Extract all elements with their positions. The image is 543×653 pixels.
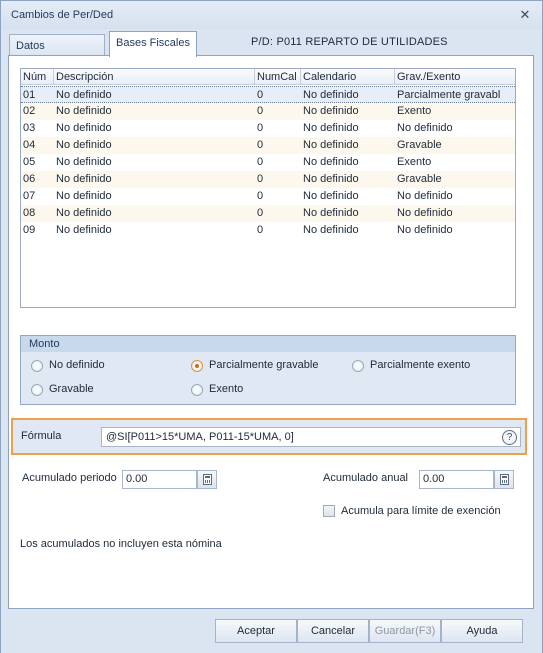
acumulado-anual-input[interactable]: 0.00: [419, 470, 494, 489]
table-row[interactable]: [21, 154, 515, 171]
monto-title: Monto: [21, 336, 515, 352]
radio-label: No definido: [49, 359, 105, 371]
table-cell-numcal: 0: [257, 139, 264, 151]
table-cell-num: 07: [23, 190, 36, 202]
column-header-descripcion[interactable]: Descripción: [54, 69, 255, 85]
acumulado-anual-label: Acumulado anual: [323, 472, 409, 484]
table-row[interactable]: [21, 103, 515, 120]
table-cell-cal: No definido: [303, 173, 359, 185]
radio-circle: [191, 384, 203, 396]
table-cell-desc: No definido: [56, 122, 112, 134]
column-header-num[interactable]: Núm: [21, 69, 54, 85]
monto-group: [20, 335, 516, 405]
perded-header: P/D: P011 REPARTO DE UTILIDADES: [251, 36, 448, 48]
table-cell-num: 08: [23, 207, 36, 219]
table-cell-grav: Gravable: [397, 139, 442, 151]
button-bar: [1, 611, 542, 653]
table-cell-cal: No definido: [303, 122, 359, 134]
cancelar-button[interactable]: Cancelar: [297, 619, 369, 643]
table-cell-num: 02: [23, 105, 36, 117]
table-cell-num: 01: [23, 89, 36, 101]
guardar-button[interactable]: Guardar(F3): [369, 619, 441, 643]
grid-header: [21, 69, 515, 85]
calculator-icon: [203, 474, 212, 485]
formula-input[interactable]: [101, 427, 521, 447]
table-cell-num: 05: [23, 156, 36, 168]
radio-label: Parcialmente gravable: [209, 359, 319, 371]
radio-circle: [31, 384, 43, 396]
acumulados-note: Los acumulados no incluyen esta nómina: [20, 538, 222, 550]
table-cell-numcal: 0: [257, 89, 264, 101]
ayuda-button[interactable]: Ayuda: [441, 619, 523, 643]
table-row[interactable]: [21, 171, 515, 188]
radio-circle-checked: [191, 360, 203, 372]
radio-circle: [352, 360, 364, 372]
table-cell-grav: Parcialmente gravabl: [397, 89, 501, 101]
table-row[interactable]: [21, 222, 515, 239]
calculator-button-anual[interactable]: [494, 470, 514, 489]
table-cell-cal: No definido: [303, 105, 359, 117]
title-bar: [1, 1, 542, 29]
help-icon[interactable]: ?: [502, 430, 517, 445]
radio-label: Exento: [209, 383, 244, 395]
calculator-icon: [500, 474, 509, 485]
table-cell-numcal: 0: [257, 156, 264, 168]
acumulado-periodo-input[interactable]: 0.00: [122, 470, 197, 489]
table-row[interactable]: [21, 120, 515, 137]
table-cell-cal: No definido: [303, 139, 359, 151]
table-cell-cal: No definido: [303, 224, 359, 236]
table-cell-numcal: 0: [257, 224, 264, 236]
table-cell-num: 04: [23, 139, 36, 151]
bases-grid[interactable]: [20, 68, 516, 308]
table-cell-desc: No definido: [56, 207, 112, 219]
table-cell-cal: No definido: [303, 190, 359, 202]
table-cell-numcal: 0: [257, 105, 264, 117]
tab-bases-fiscales[interactable]: Bases Fiscales: [109, 31, 197, 57]
table-cell-num: 06: [23, 173, 36, 185]
radio-label: Gravable: [49, 383, 94, 395]
table-cell-grav: No definido: [397, 190, 453, 202]
table-cell-cal: No definido: [303, 89, 359, 101]
acumula-limite-label: Acumula para límite de exención: [341, 505, 501, 517]
calculator-button-periodo[interactable]: [197, 470, 217, 489]
table-cell-desc: No definido: [56, 173, 112, 185]
column-header-numcal[interactable]: NumCal: [255, 69, 301, 85]
formula-label: Fórmula: [21, 430, 62, 442]
table-cell-num: 03: [23, 122, 36, 134]
table-cell-desc: No definido: [56, 190, 112, 202]
table-cell-desc: No definido: [56, 156, 112, 168]
table-cell-numcal: 0: [257, 207, 264, 219]
table-cell-desc: No definido: [56, 105, 112, 117]
formula-value: @SI[P011>15*UMA, P011-15*UMA, 0]: [106, 431, 294, 443]
table-cell-grav: No definido: [397, 207, 453, 219]
radio-circle: [31, 360, 43, 372]
window-title: Cambios de Per/Ded: [11, 9, 114, 21]
acumula-limite-checkbox[interactable]: [323, 505, 335, 517]
aceptar-button[interactable]: Aceptar: [215, 619, 297, 643]
column-header-calendario[interactable]: Calendario: [301, 69, 395, 85]
table-row[interactable]: [21, 205, 515, 222]
table-cell-desc: No definido: [56, 224, 112, 236]
column-header-grav-exento[interactable]: Grav./Exento: [397, 71, 461, 83]
table-row[interactable]: [21, 86, 515, 103]
table-cell-cal: No definido: [303, 156, 359, 168]
table-cell-grav: No definido: [397, 122, 453, 134]
bases-fiscales-panel: [8, 55, 534, 609]
table-row[interactable]: [21, 137, 515, 154]
table-cell-desc: No definido: [56, 139, 112, 151]
table-cell-numcal: 0: [257, 190, 264, 202]
tab-datos-generales[interactable]: Datos: [9, 34, 105, 56]
formula-group: [11, 418, 527, 455]
table-cell-grav: Exento: [397, 156, 432, 168]
table-cell-numcal: 0: [257, 122, 264, 134]
radio-label: Parcialmente exento: [370, 359, 471, 371]
close-icon[interactable]: ✕: [519, 7, 531, 22]
table-cell-desc: No definido: [56, 89, 112, 101]
table-cell-grav: No definido: [397, 224, 453, 236]
acumulado-periodo-label: Acumulado periodo: [22, 472, 117, 484]
table-cell-grav: Exento: [397, 105, 432, 117]
table-row[interactable]: [21, 188, 515, 205]
table-cell-numcal: 0: [257, 173, 264, 185]
table-cell-grav: Gravable: [397, 173, 442, 185]
table-cell-cal: No definido: [303, 207, 359, 219]
table-cell-num: 09: [23, 224, 36, 236]
